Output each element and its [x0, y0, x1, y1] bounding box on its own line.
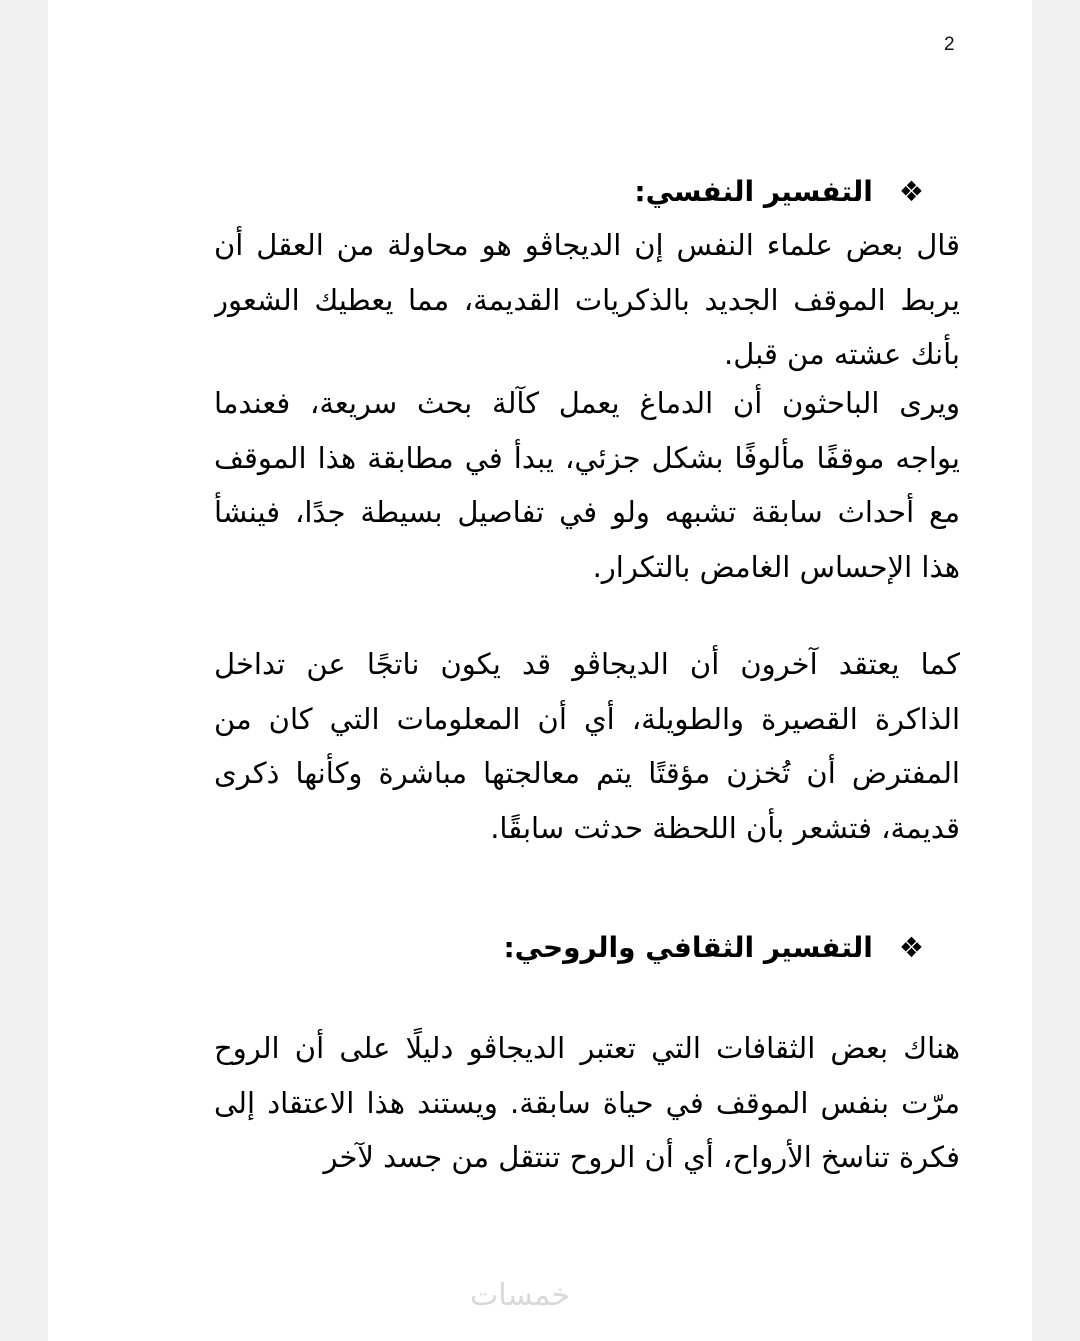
paragraph-line: الذاكرة القصيرة والطويلة، أي أن المعلومات التي كان من [214, 701, 960, 736]
document-page [48, 0, 1032, 1341]
section-heading-text: التفسير الثقافي والروحي: [503, 931, 873, 964]
paragraph-line: مع أحداث سابقة تشبهه ولو في تفاصيل بسيطة جدًا، فينشأ [214, 495, 960, 529]
diamond-bullet-icon: ❖ [898, 931, 924, 964]
paragraph-line: مرّت بنفس الموقف في حياة سابقة. ويستند هذا الاعتقاد إلى [214, 1085, 960, 1120]
page-number: 2 [944, 34, 955, 55]
paragraph-line: هناك بعض الثقافات التي تعتبر الديجاڤو دليلًا على أن الروح [214, 1031, 960, 1065]
diamond-bullet-icon: ❖ [898, 175, 924, 208]
paragraph [214, 1021, 960, 1185]
paragraph-line: فكرة تناسخ الأرواح، أي أن الروح تنتقل من جسد لآخر [323, 1140, 960, 1174]
paragraph-line: المفترض أن تُخزن مؤقتًا يتم معالجتها مباشرة وكأنها ذكرى [214, 756, 960, 790]
paragraph-line: يواجه موقفًا مألوفًا بشكل جزئي، يبدأ في مطابقة هذا الموقف [214, 440, 960, 475]
section-heading-psychological [214, 172, 960, 212]
paragraph-line: يربط الموقف الجديد بالذكريات القديمة، مما يعطيك الشعور [214, 282, 960, 317]
paragraph [214, 218, 960, 382]
paragraph-line: قال بعض علماء النفس إن الديجاڤو هو محاولة من العقل أن [214, 228, 960, 262]
paragraph-line: بأنك عشته من قبل. [724, 337, 960, 371]
paragraph-line: كما يعتقد آخرون أن الديجاڤو قد يكون ناتجًا عن تداخل [214, 647, 960, 681]
section-heading-cultural-spiritual [214, 928, 960, 968]
paragraph-line: قديمة، فتشعر بأن اللحظة حدثت سابقًا. [490, 810, 960, 845]
paragraph [214, 376, 960, 594]
paragraph-line: ويرى الباحثون أن الدماغ يعمل كآلة بحث سريعة، فعندما [214, 386, 960, 420]
watermark-logo: خمسات [470, 1278, 571, 1313]
paragraph [214, 637, 960, 855]
section-heading-text: التفسير النفسي: [634, 175, 873, 208]
paragraph-line: هذا الإحساس الغامض بالتكرار. [592, 549, 960, 584]
